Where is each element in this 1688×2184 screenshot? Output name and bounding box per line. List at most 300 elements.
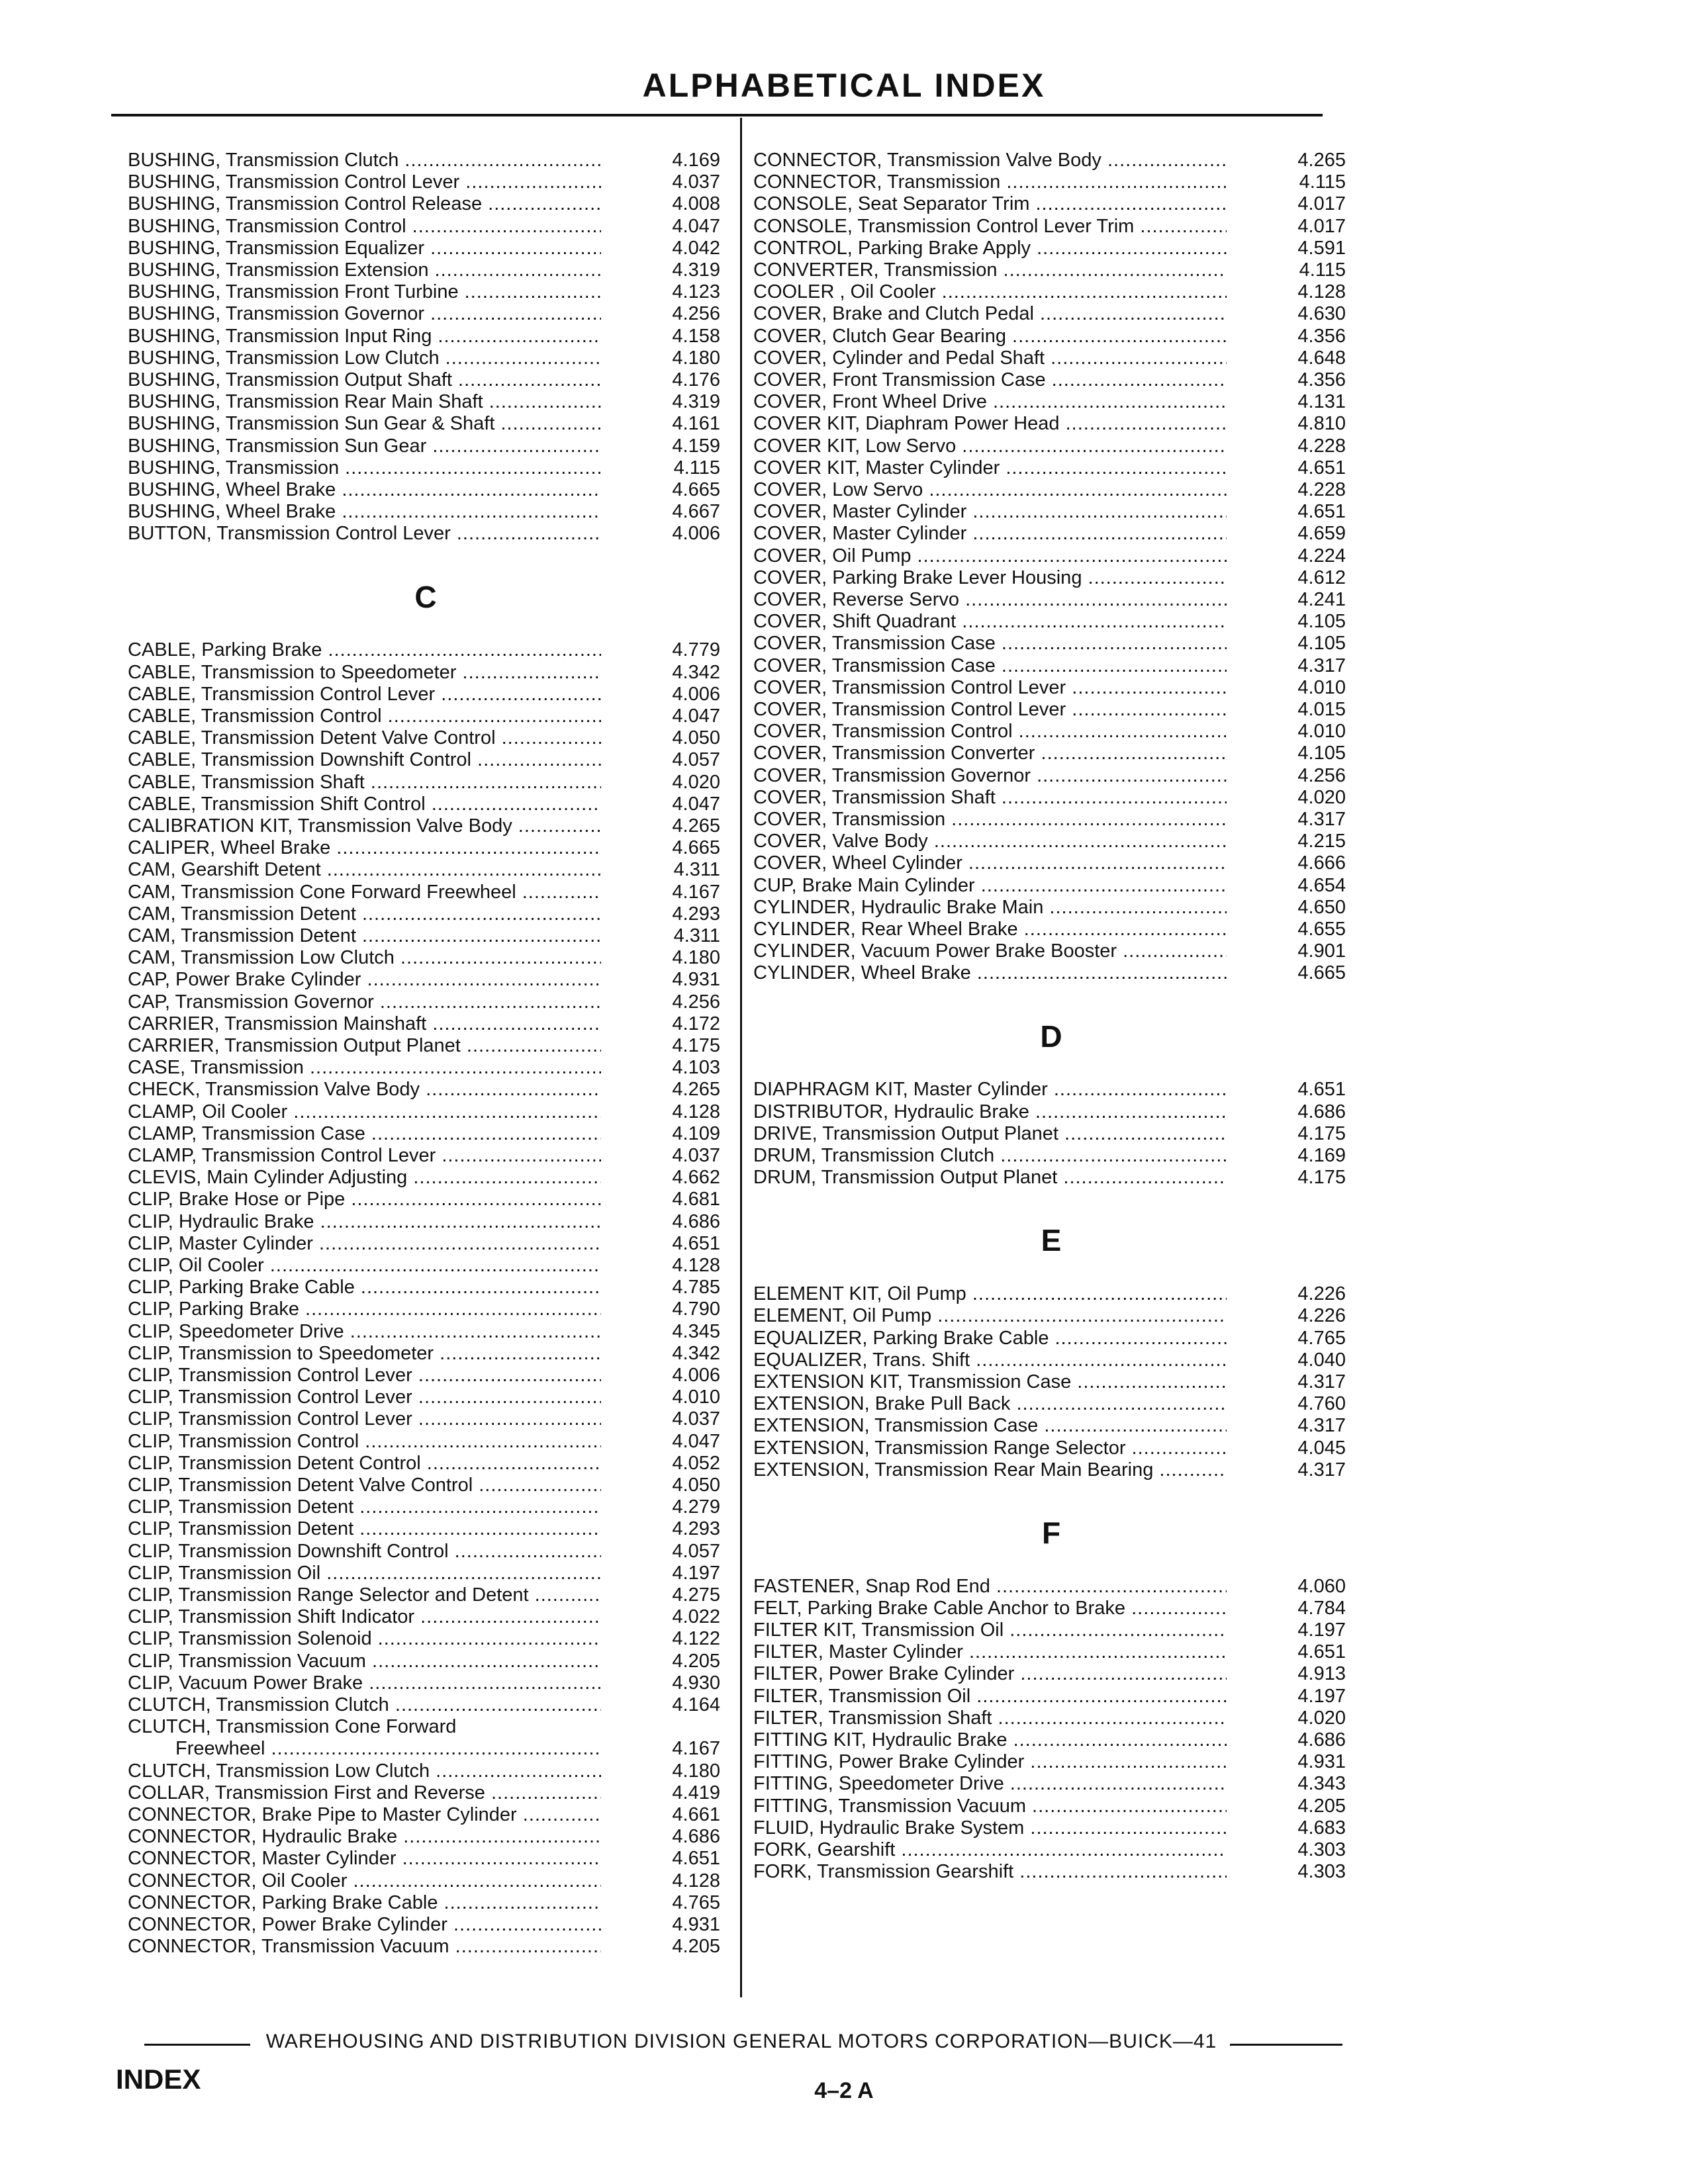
index-entry [128,1321,724,1343]
entry-page-number: 4.311 [673,925,720,946]
entry-page-number: 4.131 [1297,391,1346,413]
entry-page-number: 4.017 [1297,193,1346,215]
entry-label: CLAMP, Transmission Control Lever ..... [128,1145,601,1167]
entry-label: CLIP, Transmission Control Lever ..... [128,1365,601,1387]
entry-label: BUSHING, Transmission Extension ..... [128,259,601,281]
entry-page-number: 4.010 [672,1387,720,1408]
entry-page-number: 4.167 [672,1738,720,1760]
entry-label: FORK, Transmission Gearshift ..... [753,1861,1227,1883]
index-entry [753,1145,1349,1167]
index-entry [753,347,1349,369]
index-entry [753,721,1349,743]
entry-page-number: 4.265 [672,815,720,837]
entry-label: CLIP, Transmission Shift Indicator ..... [128,1606,601,1628]
index-entry [128,1782,724,1804]
index-entry [128,1123,724,1145]
entry-page-number: 4.105 [1297,633,1346,655]
entry-label: EXTENSION KIT, Transmission Case ..... [753,1371,1227,1393]
entry-label: CYLINDER, Hydraulic Brake Main ..... [753,897,1227,919]
entry-page-number: 4.317 [1297,1415,1346,1437]
footer-publisher: WAREHOUSING AND DISTRIBUTION DIVISION GENERAL MOTORS CORPORATION—BUICK—41 [265,2030,1217,2052]
entry-page-number: 4.020 [672,771,720,793]
entry-page-number: 4.045 [1297,1437,1346,1459]
index-entry [128,991,724,1013]
entry-label: CONNECTOR, Transmission ..... [753,171,1227,193]
index-entry [753,1349,1349,1371]
entry-label: CALIBRATION KIT, Transmission Valve Body ..... [128,815,601,837]
index-entry [128,1057,724,1079]
entry-label: COVER, Cylinder and Pedal Shaft ..... [753,347,1227,369]
entry-page-number: 4.015 [1297,699,1346,720]
section-letter-e: E [1041,1223,1062,1258]
entry-page-number: 4.047 [672,793,720,815]
index-entry [128,1013,724,1035]
entry-label: COVER, Parking Brake Lever Housing ..... [753,567,1227,589]
entry-page-number: 4.686 [672,1210,720,1232]
entry-label: FITTING, Power Brake Cylinder ..... [753,1751,1227,1773]
entry-page-number: 4.017 [1297,215,1346,237]
index-entry [753,1619,1349,1641]
index-entry [128,1496,724,1518]
entry-page-number: 4.159 [672,435,720,457]
footer-rule-left [144,2044,250,2046]
entry-label: COVER, Low Servo ..... [753,479,1227,501]
entry-label: CONSOLE, Seat Separator Trim ..... [753,193,1227,215]
index-entry [128,1606,724,1628]
index-entry [753,216,1349,238]
index-entry [753,303,1349,325]
index-entry [128,1914,724,1936]
entry-label: BUSHING, Transmission Equalizer ..... [128,238,601,259]
entry-page-number: 4.052 [672,1452,720,1474]
entry-page-number: 4.008 [672,193,720,215]
index-entry [128,882,724,903]
index-entry [128,639,724,661]
entry-page-number: 4.010 [1297,721,1346,743]
entry-page-number: 4.931 [672,1913,720,1935]
entry-page-number: 4.224 [1297,545,1346,567]
index-entry [753,1729,1349,1751]
index-entry [128,727,724,749]
index-entry [753,940,1349,962]
entry-label: BUTTON, Transmission Control Lever ..... [128,523,601,545]
entry-label: COVER, Master Cylinder ..... [753,523,1227,545]
entry-page-number: 4.650 [1297,896,1346,918]
entry-page-number: 4.040 [1297,1349,1346,1371]
index-entry [128,1628,724,1650]
index-entry [128,859,724,881]
entry-label: FILTER, Power Brake Cylinder ..... [753,1663,1227,1685]
entry-label: BUSHING, Transmission Control Lever ..... [128,171,601,193]
index-entry [753,1598,1349,1619]
index-entry [753,787,1349,809]
index-entry [128,259,724,281]
index-entry [128,837,724,859]
index-entry [753,369,1349,391]
entry-label: FILTER, Transmission Shaft ..... [753,1707,1227,1729]
index-entry [753,1371,1349,1393]
index-entry [128,216,724,238]
entry-page-number: 4.228 [1297,479,1346,500]
entry-label: COVER KIT, Master Cylinder ..... [753,457,1227,479]
entry-label: COVER, Valve Body ..... [753,831,1227,852]
index-entry [128,501,724,523]
index-entry [128,1716,724,1738]
entry-label: FILTER, Transmission Oil ..... [753,1686,1227,1707]
index-entry [753,238,1349,259]
index-entry [753,1839,1349,1861]
entry-page-number: 4.197 [1297,1619,1346,1641]
entry-page-number: 4.651 [672,1232,720,1254]
entry-page-number: 4.275 [672,1584,720,1606]
entry-page-number: 4.037 [672,1144,720,1166]
entry-label: CHECK, Transmission Valve Body ..... [128,1079,601,1101]
index-entry [128,435,724,457]
index-entry [753,457,1349,479]
entry-label: BUSHING, Transmission Low Clutch ..... [128,347,601,369]
entry-label: CARRIER, Transmission Output Planet ..... [128,1035,601,1057]
index-entry [128,815,724,837]
index-entry [128,749,724,771]
index-entry [128,925,724,947]
entry-page-number: 4.356 [1297,325,1346,347]
entry-page-number: 4.115 [1299,171,1346,193]
index-entry [753,171,1349,193]
index-entry [753,1686,1349,1707]
entry-label: CONNECTOR, Oil Cooler ..... [128,1870,601,1892]
index-entry [753,1393,1349,1415]
entry-page-number: 4.115 [1299,259,1346,281]
entry-label: FASTENER, Snap Rod End ..... [753,1576,1227,1598]
entry-page-number: 4.175 [1297,1167,1346,1189]
index-entry [128,413,724,435]
entry-page-number: 4.591 [1297,237,1346,259]
index-entry [753,545,1349,567]
section-letter-d: D [1040,1019,1062,1054]
entry-page-number: 4.167 [672,881,720,903]
entry-label: CONNECTOR, Parking Brake Cable ..... [128,1892,601,1914]
index-entry [128,1343,724,1365]
entry-label: CLIP, Transmission Control Lever ..... [128,1408,601,1430]
entry-label: COVER, Transmission Governor ..... [753,765,1227,787]
entry-page-number: 4.042 [672,237,720,259]
entry-label: FLUID, Hydraulic Brake System ..... [753,1817,1227,1839]
index-entry [128,193,724,215]
column-divider [740,118,742,1997]
entry-label: CYLINDER, Rear Wheel Brake ..... [753,919,1227,940]
entry-page-number: 4.169 [1297,1144,1346,1166]
entry-page-number: 4.630 [1297,303,1346,325]
entry-label: CONNECTOR, Hydraulic Brake ..... [128,1826,601,1848]
entry-page-number: 4.901 [1297,940,1346,962]
index-entry [753,1707,1349,1729]
entry-label: CLIP, Transmission Control ..... [128,1431,601,1453]
entry-label: CLIP, Transmission Downshift Control ..... [128,1541,601,1563]
index-entry [128,1145,724,1167]
index-entry [753,1751,1349,1773]
index-entry [128,171,724,193]
entry-page-number: 4.665 [672,479,720,500]
index-entry [128,1035,724,1057]
page-title: ALPHABETICAL INDEX [642,67,1046,104]
entry-label: CONNECTOR, Power Brake Cylinder ..... [128,1914,601,1936]
entry-label: CLIP, Transmission to Speedometer ..... [128,1343,601,1365]
index-entry [753,523,1349,545]
entry-label: COVER KIT, Diaphram Power Head ..... [753,413,1227,435]
entry-page-number: 4.265 [672,1079,720,1101]
index-entry [753,1796,1349,1817]
entry-page-number: 4.241 [1297,589,1346,610]
entry-page-number: 4.122 [672,1628,720,1650]
entry-label: CABLE, Transmission Downshift Control ..... [128,749,601,771]
entry-label: EXTENSION, Brake Pull Back ..... [753,1393,1227,1415]
entry-page-number: 4.784 [1297,1597,1346,1619]
index-entry [753,611,1349,633]
title-rule [111,114,1323,116]
entry-page-number: 4.128 [1297,281,1346,303]
entry-page-number: 4.765 [672,1891,720,1913]
entry-page-number: 4.931 [672,969,720,991]
index-entry [128,1189,724,1210]
entry-page-number: 4.686 [1297,1101,1346,1122]
index-entry [128,1760,724,1782]
entry-label: EXTENSION, Transmission Range Selector ..... [753,1437,1227,1459]
footer-rule-right [1230,2044,1342,2046]
index-entry [128,1387,724,1408]
entry-label: FITTING KIT, Hydraulic Brake ..... [753,1729,1227,1751]
index-entry [128,391,724,413]
entry-page-number: 4.319 [672,259,720,281]
entry-page-number: 4.342 [672,661,720,683]
entry-page-number: 4.197 [672,1562,720,1584]
entry-label: BUSHING, Transmission Front Turbine ..... [128,281,601,303]
entry-page-number: 4.115 [673,457,720,478]
index-entry [128,684,724,705]
index-entry [128,1298,724,1320]
entry-label: CLIP, Transmission Detent ..... [128,1518,601,1540]
index-entry [128,238,724,259]
entry-label: CONNECTOR, Transmission Vacuum ..... [128,1936,601,1958]
entry-label: CAM, Transmission Detent ..... [128,903,601,925]
entry-page-number: 4.020 [1297,1707,1346,1729]
entry-label: CLIP, Parking Brake Cable ..... [128,1277,601,1298]
entry-label: CONVERTER, Transmission ..... [753,259,1227,281]
entry-page-number: 4.319 [672,391,720,413]
entry-label: CYLINDER, Wheel Brake ..... [753,962,1227,984]
entry-label: CONNECTOR, Master Cylinder ..... [128,1848,601,1870]
entry-page-number: 4.303 [1297,1861,1346,1883]
index-entry [128,1167,724,1189]
entry-label: CARRIER, Transmission Mainshaft ..... [128,1013,601,1035]
entry-page-number: 4.343 [1297,1773,1346,1795]
index-entry [128,1870,724,1892]
entry-label: COVER, Transmission Control ..... [753,721,1227,743]
index-entry [128,1694,724,1716]
index-entry [753,962,1349,984]
entry-page-number: 4.226 [1297,1305,1346,1327]
entry-page-number: 4.060 [1297,1575,1346,1597]
entry-page-number: 4.050 [672,727,720,749]
index-entry [753,809,1349,831]
entry-label: COVER, Transmission ..... [753,809,1227,831]
entry-label: BUSHING, Wheel Brake ..... [128,501,601,523]
entry-page-number: 4.667 [672,501,720,523]
entry-page-number: 4.256 [1297,764,1346,786]
entry-label: CABLE, Transmission Detent Valve Control ..... [128,727,601,749]
entry-label: FILTER KIT, Transmission Oil ..... [753,1619,1227,1641]
entry-page-number: 4.109 [672,1122,720,1144]
entry-label: COVER, Front Transmission Case ..... [753,369,1227,391]
entry-label: BUSHING, Transmission Governor ..... [128,303,601,325]
entry-label: CLUTCH, Transmission Low Clutch ..... [128,1760,601,1782]
entry-page-number: 4.175 [672,1034,720,1056]
entry-page-number: 4.205 [1297,1795,1346,1817]
entry-page-number: 4.661 [672,1803,720,1825]
entry-page-number: 4.020 [1297,786,1346,808]
entry-label: FITTING, Transmission Vacuum ..... [753,1796,1227,1817]
entry-label: COVER, Reverse Servo ..... [753,589,1227,611]
entry-label: CLIP, Transmission Vacuum ..... [128,1651,601,1672]
entry-page-number: 4.665 [1297,962,1346,984]
entry-label: COVER, Transmission Case ..... [753,655,1227,677]
entry-page-number: 4.913 [1297,1663,1346,1685]
entry-label: CALIPER, Wheel Brake ..... [128,837,601,859]
footer-section-label: INDEX [116,2064,201,2095]
entry-page-number: 4.651 [1297,457,1346,478]
entry-label: CAP, Power Brake Cylinder ..... [128,969,601,991]
index-entry [753,919,1349,940]
entry-label: CONTROL, Parking Brake Apply ..... [753,238,1227,259]
entry-page-number: 4.356 [1297,369,1346,390]
index-entry [128,1563,724,1584]
entry-page-number: 4.655 [1297,919,1346,940]
entry-label: CABLE, Transmission Shift Control ..... [128,794,601,815]
index-entry [128,1672,724,1694]
entry-label: DISTRIBUTOR, Hydraulic Brake ..... [753,1101,1227,1123]
entry-page-number: 4.022 [672,1606,720,1628]
index-entry [753,1459,1349,1481]
entry-label: CLIP, Transmission Solenoid ..... [128,1628,601,1650]
entry-page-number: 4.037 [672,1408,720,1430]
entry-label: CLIP, Parking Brake ..... [128,1298,601,1320]
entry-label: CLUTCH, Transmission Cone Forward [128,1716,457,1738]
entry-page-number: 4.172 [672,1013,720,1034]
entry-page-number: 4.659 [1297,523,1346,545]
entry-page-number: 4.345 [672,1320,720,1342]
entry-label: Freewheel ..... [128,1738,601,1760]
entry-page-number: 4.175 [1297,1122,1346,1144]
entry-page-number: 4.105 [1297,743,1346,764]
entry-page-number: 4.662 [672,1167,720,1189]
index-entry [753,281,1349,303]
entry-page-number: 4.215 [1297,831,1346,852]
entry-page-number: 4.419 [672,1782,720,1803]
index-entry [753,391,1349,413]
entry-label: COVER, Clutch Gear Bearing ..... [753,326,1227,347]
entry-page-number: 4.128 [672,1101,720,1122]
index-entry [753,633,1349,655]
entry-label: CLIP, Vacuum Power Brake ..... [128,1672,601,1694]
entry-page-number: 4.760 [1297,1393,1346,1415]
entry-page-number: 4.057 [672,749,720,771]
index-entry [128,479,724,501]
entry-label: COVER, Transmission Shaft ..... [753,787,1227,809]
index-entry [753,831,1349,852]
index-entry [128,1892,724,1914]
entry-label: FITTING, Speedometer Drive ..... [753,1773,1227,1795]
index-entry [128,1826,724,1848]
entry-label: COVER, Front Wheel Drive ..... [753,391,1227,413]
entry-label: BUSHING, Transmission Clutch ..... [128,150,601,171]
index-entry [128,150,724,171]
index-entry [753,677,1349,699]
index-entry [753,150,1349,171]
index-entry [753,852,1349,874]
entry-label: COVER, Shift Quadrant ..... [753,611,1227,633]
index-entry [128,1584,724,1606]
index-entry [128,1365,724,1387]
section-letter-c: C [414,579,437,614]
entry-label: BUSHING, Wheel Brake ..... [128,479,601,501]
entry-label: CAM, Transmission Low Clutch ..... [128,947,601,969]
entry-label: CLIP, Transmission Detent ..... [128,1496,601,1518]
section-letter-f: F [1041,1516,1061,1551]
entry-page-number: 4.931 [1297,1751,1346,1773]
entry-page-number: 4.303 [1297,1839,1346,1861]
entry-label: EQUALIZER, Trans. Shift ..... [753,1349,1227,1371]
index-entry [753,1305,1349,1327]
entry-label: CAM, Transmission Cone Forward Freewheel ..... [128,882,601,903]
entry-label: EXTENSION, Transmission Case ..... [753,1415,1227,1437]
entry-label: CAP, Transmission Governor ..... [128,991,601,1013]
entry-page-number: 4.047 [672,1430,720,1452]
entry-page-number: 4.317 [1297,1459,1346,1480]
entry-label: BUSHING, Transmission Control Release ..... [128,193,601,215]
entry-label: FILTER, Master Cylinder ..... [753,1641,1227,1663]
entry-label: COVER, Oil Pump ..... [753,545,1227,567]
entry-label: CLIP, Transmission Oil ..... [128,1563,601,1584]
entry-label: CABLE, Parking Brake ..... [128,639,601,661]
entry-page-number: 4.265 [1297,150,1346,171]
entry-page-number: 4.228 [1297,435,1346,457]
entry-page-number: 4.279 [672,1496,720,1518]
entry-label: EQUALIZER, Parking Brake Cable ..... [753,1328,1227,1349]
entry-label: CLIP, Master Cylinder ..... [128,1233,601,1255]
entry-label: COVER, Master Cylinder ..... [753,501,1227,523]
entry-page-number: 4.810 [1297,413,1346,435]
entry-label: CONSOLE, Transmission Control Lever Trim ..... [753,216,1227,238]
entry-page-number: 4.057 [672,1540,720,1562]
entry-label: COVER, Transmission Case ..... [753,633,1227,655]
index-entry [128,1738,724,1760]
entry-label: COVER, Wheel Cylinder ..... [753,852,1227,874]
entry-page-number: 4.765 [1297,1327,1346,1349]
index-entry [128,1408,724,1430]
entry-label: DIAPHRAGM KIT, Master Cylinder ..... [753,1079,1227,1101]
index-entry [128,947,724,969]
entry-label: ELEMENT KIT, Oil Pump ..... [753,1283,1227,1305]
index-entry [128,523,724,545]
entry-page-number: 4.681 [672,1189,720,1210]
index-entry [128,303,724,325]
index-entry [753,1167,1349,1189]
index-entry [753,1773,1349,1795]
index-entry [128,1804,724,1826]
entry-label: CLIP, Transmission Control Lever ..... [128,1387,601,1408]
entry-label: BUSHING, Transmission ..... [128,457,601,479]
entry-label: COVER, Transmission Control Lever ..... [753,699,1227,721]
entry-page-number: 4.785 [672,1277,720,1298]
